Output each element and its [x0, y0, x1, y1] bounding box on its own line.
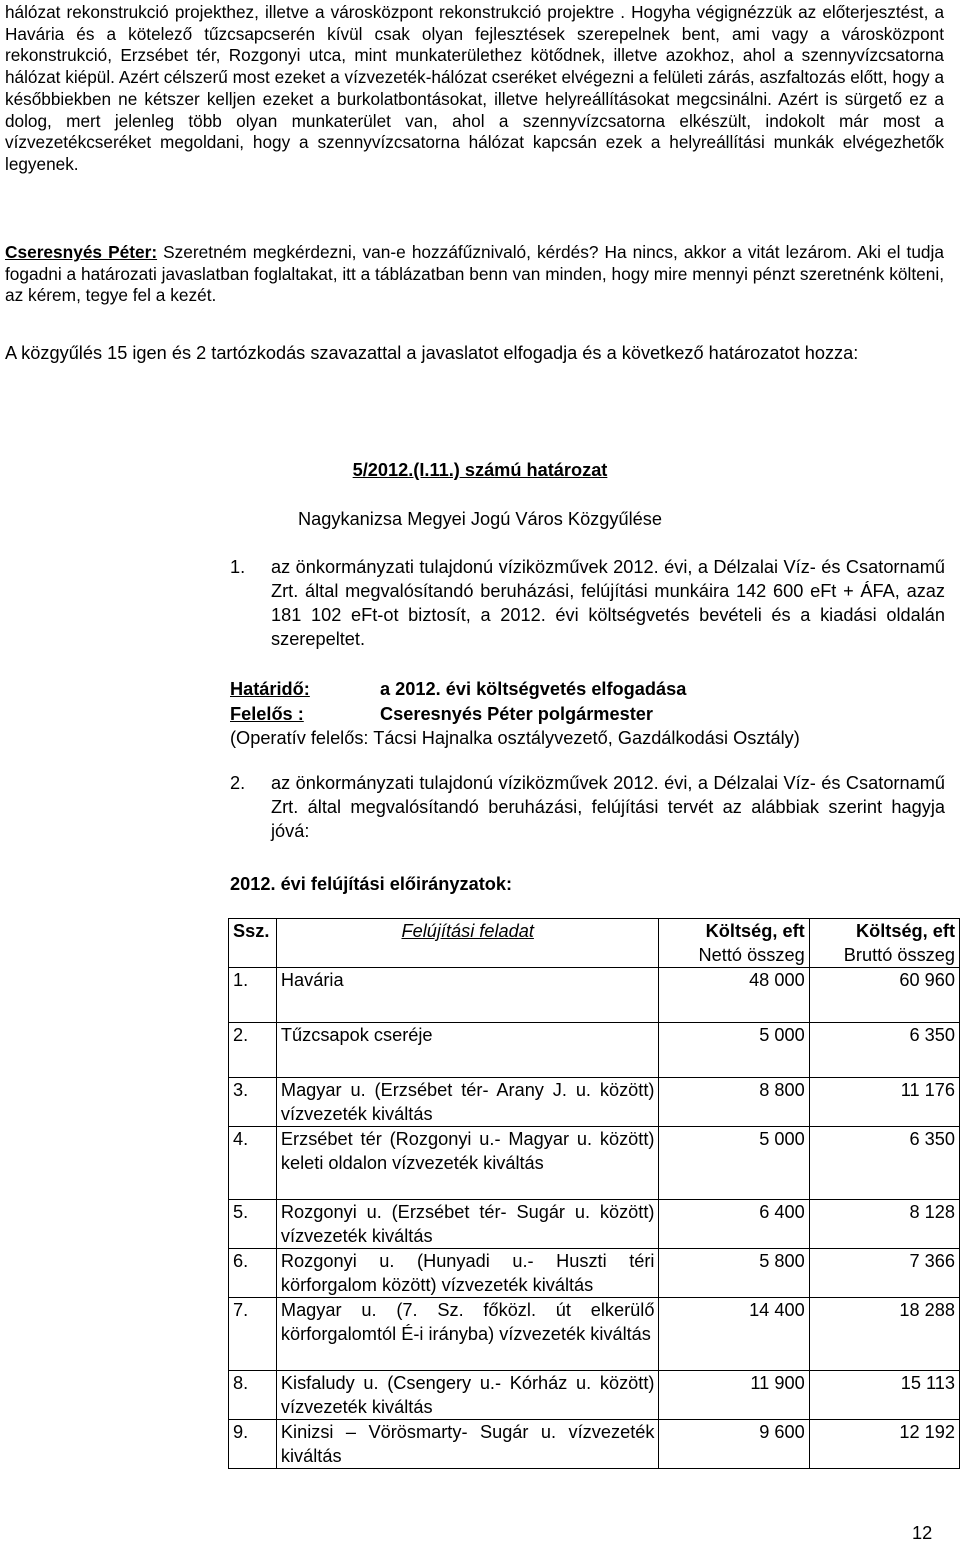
paragraph-vote: A közgyűlés 15 igen és 2 tartózkodás szavazattal a javaslatot elfogadja és a következő határozatot hozza:	[5, 343, 859, 363]
cell-gross: 18 288	[809, 1298, 959, 1371]
item-text: az önkormányzati tulajdonú víziközművek 2012. évi, a Délzalai Víz- és Csatornamű Zrt. által megvalósítandó beruházási, felújítási munkáira 142 600 eFt + ÁFA, azaz 181 102 eFt-ot biztosít, a 2012. évi költségvetés bevételi és a kiadási oldalán szerepeltet.	[271, 557, 945, 649]
speaker-name: Cseresnyés Péter:	[5, 242, 158, 262]
cell-net: 48 000	[659, 968, 809, 1023]
cell-task: Erzsébet tér (Rozgonyi u.- Magyar u. között) keleti oldalon vízvezeték kiváltás	[276, 1127, 659, 1200]
cell-task: Havária	[276, 968, 659, 1023]
cell-ssz: 3.	[229, 1078, 277, 1127]
cell-ssz: 7.	[229, 1298, 277, 1371]
resolution-body: Nagykanizsa Megyei Jogú Város Közgyűlése	[298, 509, 662, 529]
deadline-label: Határidő:	[230, 679, 310, 699]
table-row	[229, 1298, 960, 1371]
paragraph-speaker	[5, 242, 944, 307]
cell-gross: 6 350	[809, 1023, 959, 1078]
cell-net: 8 800	[659, 1078, 809, 1127]
cell-net: 11 900	[659, 1371, 809, 1420]
resolution-title: 5/2012.(I.11.) számú határozat	[352, 460, 608, 480]
cell-gross: 8 128	[809, 1200, 959, 1249]
cell-net: 9 600	[659, 1420, 809, 1469]
responsible-line	[230, 702, 653, 726]
cell-task: Rozgonyi u. (Hunyadi u.- Huszti téri körforgalom között) vízvezeték kiváltás	[276, 1249, 659, 1298]
cell-task: Magyar u. (Erzsébet tér- Arany J. u. között) vízvezeték kiváltás	[276, 1078, 659, 1127]
cell-task: Tűzcsapok cseréje	[276, 1023, 659, 1078]
item-text: az önkormányzati tulajdonú víziközművek 2012. évi, a Délzalai Víz- és Csatornamű Zrt. által megvalósítandó beruházási, felújítási tervét az alábbiak szerint hagyja jóvá:	[271, 773, 945, 841]
table-row	[229, 968, 960, 1023]
cell-ssz: 1.	[229, 968, 277, 1023]
header-task	[276, 919, 659, 968]
header-net	[659, 919, 809, 968]
header-gross-title: Költség, eft	[855, 921, 955, 941]
plan-title-text: 2012. évi felújítási előirányzatok:	[230, 874, 513, 894]
cell-ssz: 5.	[229, 1200, 277, 1249]
operative-line: (Operatív felelős: Tácsi Hajnalka osztályvezető, Gazdálkodási Osztály)	[230, 728, 800, 748]
cell-task: Magyar u. (7. Sz. főközl. út elkerülő körforgalomtól É-i irányba) vízvezeték kiváltás	[276, 1298, 659, 1371]
table-header-row	[229, 919, 960, 968]
table-row	[229, 1420, 960, 1469]
header-gross	[809, 919, 959, 968]
deadline-line	[230, 677, 686, 701]
cell-task: Kinizsi – Vörösmarty- Sugár u. vízvezeték kiváltás	[276, 1420, 659, 1469]
cell-gross: 11 176	[809, 1078, 959, 1127]
cell-ssz: 9.	[229, 1420, 277, 1469]
cell-task: Rozgonyi u. (Erzsébet tér- Sugár u. között) vízvezeték kiváltás	[276, 1200, 659, 1249]
cell-net: 5 000	[659, 1127, 809, 1200]
header-ssz: Ssz.	[229, 919, 277, 968]
cell-net: 5 000	[659, 1023, 809, 1078]
plan-title	[230, 874, 512, 895]
item-number: 2.	[230, 773, 246, 793]
cell-ssz: 4.	[229, 1127, 277, 1200]
cell-gross: 15 113	[809, 1371, 959, 1420]
table-row	[229, 1023, 960, 1078]
table-row	[229, 1249, 960, 1298]
cell-ssz: 2.	[229, 1023, 277, 1078]
cell-net: 6 400	[659, 1200, 809, 1249]
cell-task: Kisfaludy u. (Csengery u.- Kórház u. között) vízvezeték kiváltás	[276, 1371, 659, 1420]
table-row	[229, 1078, 960, 1127]
paragraph-intro: hálózat rekonstrukció projekthez, illetve a városközpont rekonstrukció projektre . Hogyha végignézzük az előterjesztést, a Havária és a kötelező tűzcsapcserén kívül csak olyan fejlesztések szerepelnek bent, ami vagy a városközpont rekonstrukció, Erzsébet tér, Rozgonyi utca, mint munkaterülethez kötődnek, illetve azokhoz, ahol a szennyvízcsatorna hálózat kiépül. Azért célszerű most ezeket a vízvezeték-hálózat cseréket elvégezni a felületi zárás, aszfaltozás előtt, hogy a későbbiekben ne kétszer kelljen ezeket a burkolatbontásokat, illetve helyreállításokat megcsinálni. Azért is sürgető ez a dolog, mert jelenleg több olyan munkaterület van, ahol a szennyvízcsatorna elkészült, indokolt már most a vízvezetékcseréket megoldani, hogy a szennyvízcsatorna hálózat kapcsán ezek a helyreállítási munkák elvégezhetők legyenek.	[5, 2, 944, 174]
resolution-item-1	[230, 555, 945, 651]
cell-net: 5 800	[659, 1249, 809, 1298]
cell-gross: 60 960	[809, 968, 959, 1023]
table-row	[229, 1200, 960, 1249]
responsible-value: Cseresnyés Péter polgármester	[380, 704, 653, 724]
cell-ssz: 8.	[229, 1371, 277, 1420]
resolution-item-2	[230, 771, 945, 843]
cell-gross: 6 350	[809, 1127, 959, 1200]
deadline-value: a 2012. évi költségvetés elfogadása	[380, 679, 687, 699]
page-number: 12	[912, 1523, 933, 1543]
header-net-title: Költség, eft	[705, 921, 805, 941]
cell-gross: 7 366	[809, 1249, 959, 1298]
header-task-label: Felújítási feladat	[401, 921, 534, 941]
renovation-table	[228, 918, 960, 1469]
cell-net: 14 400	[659, 1298, 809, 1371]
responsible-label: Felelős :	[230, 704, 304, 724]
table-row	[229, 1127, 960, 1200]
cell-gross: 12 192	[809, 1420, 959, 1469]
speaker-text: Szeretném megkérdezni, van-e hozzáfűznivaló, kérdés? Ha nincs, akkor a vitát lezárom. Aki el tudja fogadni a határozati javaslatban foglaltakat, itt a táblázatban benn van minden, hogy mire mennyi pénzt szeretnénk költeni, az kérem, tegye fel a kezét.	[5, 242, 944, 306]
header-net-sub: Nettó összeg	[698, 945, 805, 965]
table-row	[229, 1371, 960, 1420]
header-gross-sub: Bruttó összeg	[843, 945, 955, 965]
item-number: 1.	[230, 557, 246, 577]
cell-ssz: 6.	[229, 1249, 277, 1298]
